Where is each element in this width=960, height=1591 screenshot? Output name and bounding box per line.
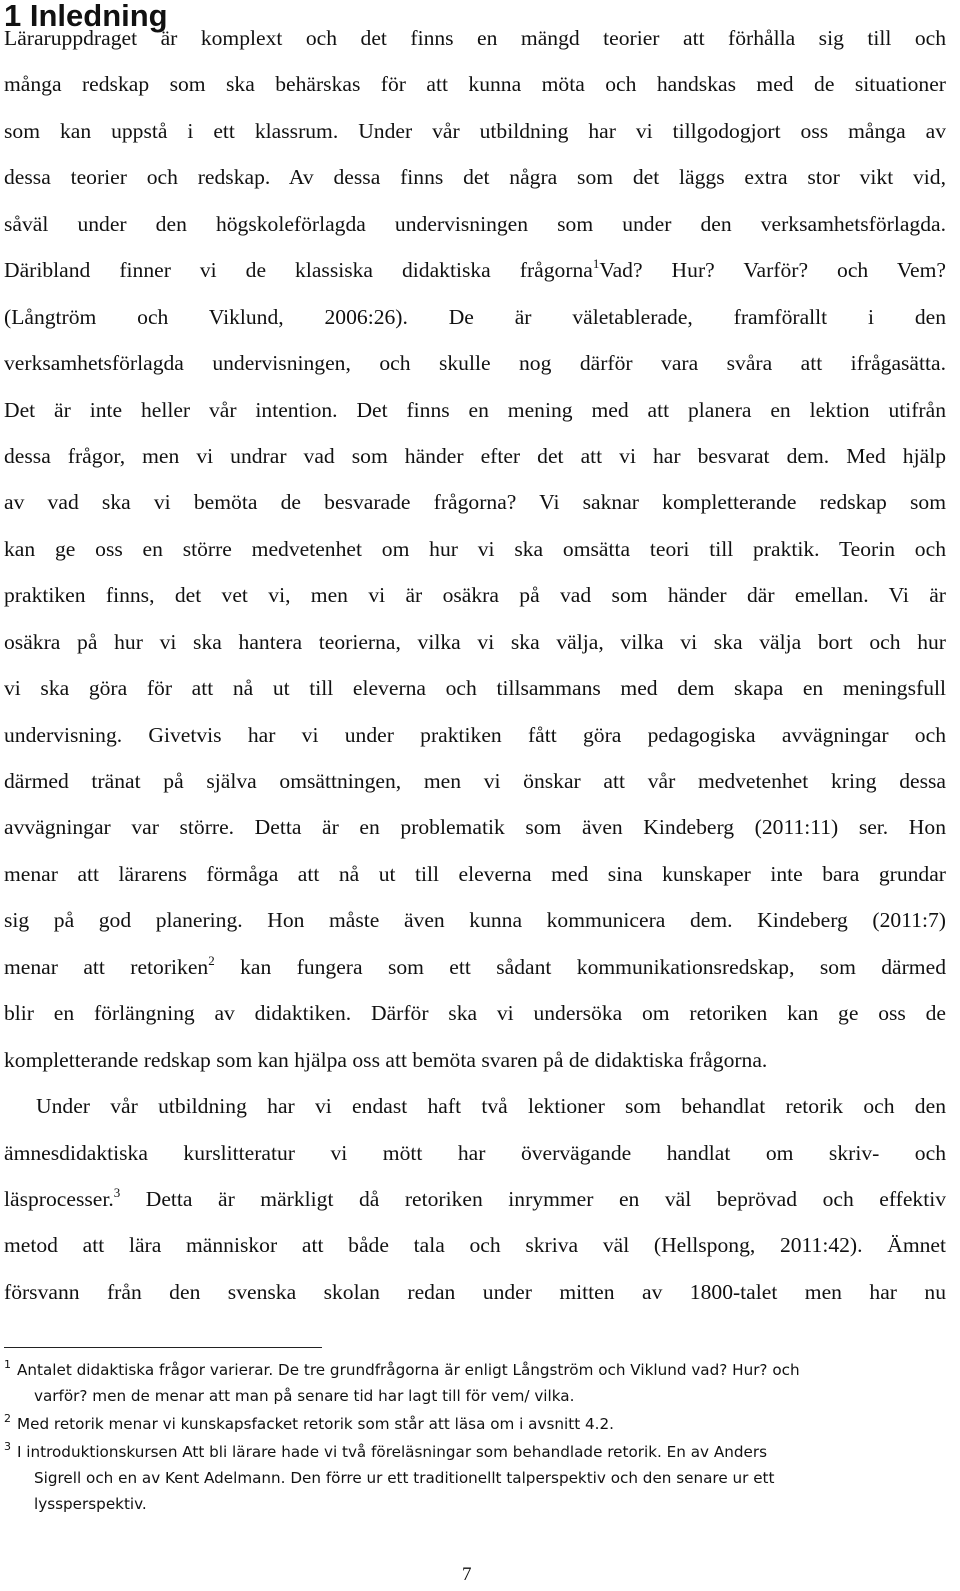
text-line: kan ge oss en större medvetenhet om hur vi ska omsätta teori till praktik. Teorin och bbox=[4, 537, 946, 561]
text-line: sig på god planering. Hon måste även kunna kommunicera dem. Kindeberg (2011:7) bbox=[4, 908, 946, 932]
text-line: Det är inte heller vår intention. Det finns en mening med att planera en lektion utifrån bbox=[4, 398, 946, 422]
text-line: dessa teorier och redskap. Av dessa finns det några som det läggs extra stor vikt vid, bbox=[4, 165, 946, 189]
text-line: undervisning. Givetvis har vi under praktiken fått göra pedagogiska avvägningar och bbox=[4, 723, 946, 747]
footnote-separator bbox=[4, 1347, 322, 1348]
footnote-3-cont bbox=[4, 1491, 948, 1517]
footnote-ref: 3 bbox=[113, 1185, 121, 1200]
text-line bbox=[4, 1176, 946, 1222]
text-line: (Långtröm och Viklund, 2006:26). De är väletablerade, framförallt i den bbox=[4, 305, 946, 329]
footnote-number: 2 bbox=[4, 1412, 11, 1425]
footnote-text: Antalet didaktiska frågor varierar. De tre grundfrågorna är enligt Långström och Viklund vad? Hur? och bbox=[17, 1361, 800, 1379]
text-line bbox=[4, 247, 946, 293]
text-line bbox=[4, 944, 946, 990]
text-line: Under vår utbildning har vi endast haft två lektioner som behandlat retorik och den bbox=[36, 1094, 946, 1118]
text-line: Läraruppdraget är komplext och det finns en mängd teorier att förhålla sig till och bbox=[4, 26, 946, 50]
footnote-text: varför? men de menar att man på senare tid har lagt till för vem/ vilka. bbox=[34, 1387, 575, 1405]
text-line: avvägningar var större. Detta är en problematik som även Kindeberg (2011:11) ser. Hon bbox=[4, 815, 946, 839]
text-line: praktiken finns, det vet vi, men vi är osäkra på vad som händer där emellan. Vi är bbox=[4, 583, 946, 607]
footnote-text: I introduktionskursen Att bli lärare hade vi två föreläsningar som behandlade retorik. En av Anders bbox=[17, 1443, 767, 1461]
text-line: osäkra på hur vi ska hantera teorierna, vilka vi ska välja, vilka vi ska välja bort och hur bbox=[4, 630, 946, 654]
footnote-ref: 2 bbox=[208, 953, 215, 968]
text-line: verksamhetsförlagda undervisningen, och skulle nog därför vara svåra att ifrågasätta. bbox=[4, 351, 946, 375]
footnote-text: Med retorik menar vi kunskapsfacket retorik som står att läsa om i avsnitt 4.2. bbox=[17, 1415, 614, 1433]
text-line: därmed tränat på själva omsättningen, men vi önskar att vår medvetenhet kring dessa bbox=[4, 769, 946, 793]
footnote-1 bbox=[4, 1357, 948, 1383]
text-segment: Detta är märkligt då retoriken inrymmer en väl beprövad och effektiv bbox=[120, 1187, 946, 1211]
footnote-number: 1 bbox=[4, 1358, 11, 1371]
footnote-2 bbox=[4, 1411, 948, 1437]
text-line: försvann från den svenska skolan redan under mitten av 1800-talet men har nu bbox=[4, 1280, 946, 1304]
text-line: ämnesdidaktiska kurslitteratur vi mött har övervägande handlat om skriv- och bbox=[4, 1141, 946, 1165]
footnote-3-cont bbox=[4, 1465, 948, 1491]
footnote-text: lyssperspektiv. bbox=[34, 1495, 147, 1513]
text-line: vi ska göra för att nå ut till eleverna och tillsammans med dem skapa en meningsfull bbox=[4, 676, 946, 700]
footnote-number: 3 bbox=[4, 1440, 11, 1453]
footnote-3 bbox=[4, 1439, 948, 1465]
text-line: som kan uppstå i ett klassrum. Under vår utbildning har vi tillgodogjort oss många av bbox=[4, 119, 946, 143]
text-line: många redskap som ska behärskas för att kunna möta och handskas med de situationer bbox=[4, 72, 946, 96]
section-heading: 1 Inledning bbox=[4, 0, 168, 33]
text-segment: läsprocesser. bbox=[4, 1187, 114, 1211]
text-segment: Däribland finner vi de klassiska didaktiska frågorna bbox=[4, 258, 593, 282]
text-line: dessa frågor, men vi undrar vad som händer efter det att vi har besvarat dem. Med hjälp bbox=[4, 444, 946, 468]
text-line: menar att lärarens förmåga att nå ut till eleverna med sina kunskaper inte bara grundar bbox=[4, 862, 946, 886]
text-line: metod att lära människor att både tala och skriva väl (Hellspong, 2011:42). Ämnet bbox=[4, 1233, 946, 1257]
footnote-1-cont bbox=[4, 1383, 948, 1409]
page-number: 7 bbox=[462, 1564, 472, 1585]
text-line: av vad ska vi bemöta de besvarade frågorna? Vi saknar kompletterande redskap som bbox=[4, 490, 946, 514]
text-segment: menar att retoriken bbox=[4, 955, 209, 979]
footnote-ref: 1 bbox=[592, 256, 600, 271]
text-line: blir en förlängning av didaktiken. Därför ska vi undersöka om retoriken kan ge oss de bbox=[4, 1001, 946, 1025]
text-segment: Vad? Hur? Varför? och Vem? bbox=[599, 258, 946, 282]
footnote-text: Sigrell och en av Kent Adelmann. Den förre ur ett traditionellt talperspektiv och den senare ur ett bbox=[34, 1469, 775, 1487]
text-segment: kan fungera som ett sådant kommunikationsredskap, som därmed bbox=[214, 955, 946, 979]
text-line: såväl under den högskoleförlagda undervisningen som under den verksamhetsförlagda. bbox=[4, 212, 946, 236]
text-line: kompletterande redskap som kan hjälpa oss att bemöta svaren på de didaktiska frågorna. bbox=[4, 1048, 768, 1072]
